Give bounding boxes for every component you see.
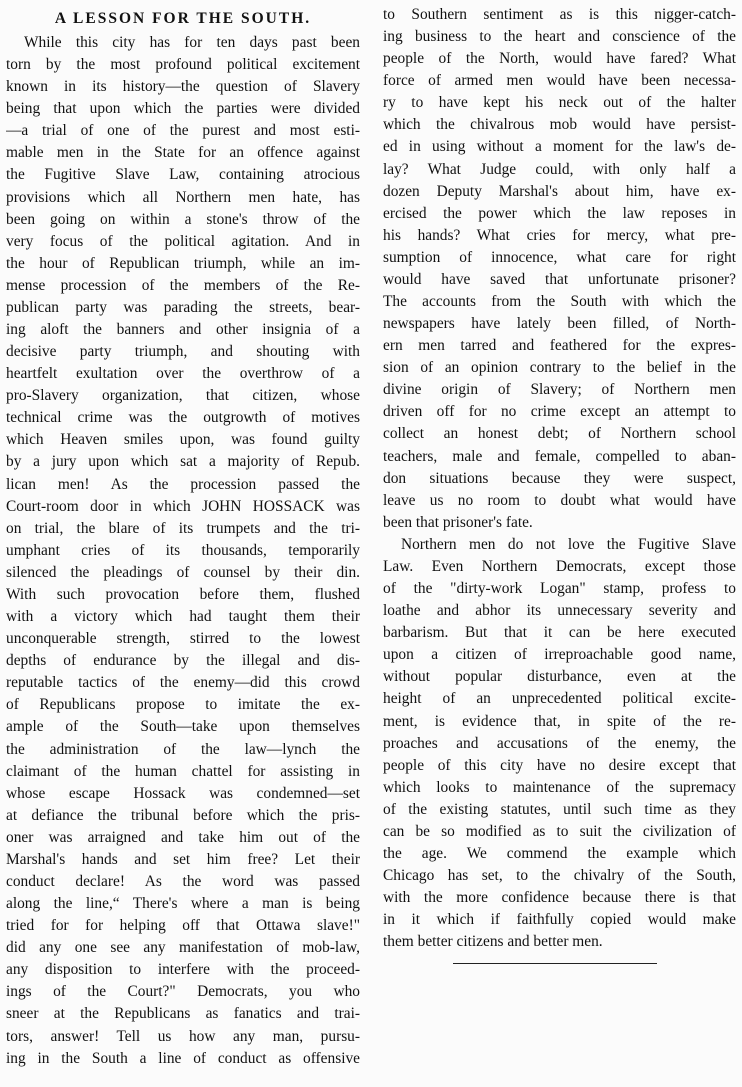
text-line: With such provocation before them, flushed [6,585,360,603]
text-line: ercised the power which the law reposes in [383,204,736,222]
end-of-article-rule [453,963,657,964]
text-line: loathe and abhor its unnecessary severity and [383,602,736,620]
text-line: of the "dirty-work Logan" stamp, profess to [383,580,736,598]
text-line: the hour of Republican triumph, while an im- [6,254,360,272]
text-line: ed in using without a moment for the law's de- [383,138,736,156]
text-line: barbarism. But that it can be here executed [383,624,736,642]
text-line: very focus of the political agitation. And in [6,232,360,250]
text-line: them better citizens and better men. [383,933,603,951]
text-line: mable men in the State for an offence against [6,144,360,162]
text-line: the administration of the law—lynch the [6,740,360,758]
text-line: proaches and accusations of the enemy, the [383,734,736,752]
text-line: on trial, the blare of its trumpets and the tri- [6,519,360,537]
text-line: publican party was parading the streets, bear- [6,298,360,316]
text-line: ern men tarred and feathered for the expres- [383,337,736,355]
text-line: heartfelt exultation over the overthrow of a [6,365,360,383]
text-line: unconquerable strength, stirred to the lowest [6,630,360,648]
text-line: can be so modified as to suit the civilization of [383,822,736,840]
left-column [6,0,360,1070]
text-line: sumption of innocence, what care for right [383,248,736,266]
text-line: The accounts from the South with which the [383,293,736,311]
text-line: reputable tactics of the enemy—did this crowd [6,674,360,692]
text-line: ings of the Court?" Democrats, you who [6,983,360,1001]
text-line: don situations because they were suspect, [383,469,736,487]
text-line: sion of an opinion contrary to the belief in the [383,359,736,377]
text-line: lican men! As the procession passed the [6,475,360,493]
text-line: ing business to the heart and conscience of the [383,28,736,46]
text-line: pro-Slavery organization, that citizen, whose [6,387,360,405]
text-line: people of the North, would have fared? What [383,50,736,68]
text-line: tors, answer! Tell us how any man, pursu- [6,1027,360,1045]
text-line: ry to have kept his neck out of the halter [383,94,736,112]
text-line: of the existing statutes, until such time as they [383,800,736,818]
text-line: Northern men do not love the Fugitive Slave [401,535,736,553]
text-line: any disposition to interfere with the proceed- [6,961,360,979]
text-line: the Fugitive Slave Law, containing atrocious [6,166,360,184]
text-line: along the line,“ There's where a man is being [6,895,360,913]
right-column [383,0,736,964]
text-line: without popular disturbance, even at the [383,668,736,686]
text-line: oner was arraigned and take him out of the [6,828,360,846]
text-line: upon a citizen of irreproachable good name, [383,646,736,664]
text-line: dozen Deputy Marshal's about him, have ex- [383,182,736,200]
text-line: technical crime was the outgrowth of motives [6,409,360,427]
text-line: mense procession of the members of the Re- [6,276,360,294]
text-line: torn by the most profound political excitement [6,56,360,74]
text-line: Law. Even Northern Democrats, except those [383,557,736,575]
text-line: been going on within a stone's throw of the [6,210,360,228]
text-line: silenced the pleadings of counsel by their din. [6,563,360,581]
text-line: conduct declare! As the word was passed [6,872,360,890]
text-line: depths of endurance by the illegal and dis- [6,652,360,670]
text-line: leave us no room to doubt what would have [383,491,736,509]
article-headline: A LESSON FOR THE SOUTH. [54,10,312,27]
text-line: which the chivalrous mob would have persist- [383,116,736,134]
text-line: his hands? What cries for mercy, what pre- [383,226,736,244]
text-line: sneer at the Republicans as fanatics and trai- [6,1005,360,1023]
text-line: would have saved that unfortunate prisoner? [383,270,736,288]
text-line: did any one see any manifestation of mob-law, [6,939,360,957]
text-line: ample of the South—take upon themselves [6,718,360,736]
text-line: lay? What Judge could, with only half a [383,160,736,178]
text-line: ing in the South a line of conduct as offensive [6,1049,360,1067]
text-line: Chicago has set, to the chivalry of the South, [383,867,736,885]
text-line: known in its history—the question of Slavery [6,78,360,96]
text-line: by a jury upon which sat a majority of Repub. [6,453,360,471]
text-line: Marshal's hands and set him free? Let their [6,850,360,868]
text-line: ing aloft the banners and other insignia of a [6,321,360,339]
text-line: to Southern sentiment as is this nigger-catch- [383,6,736,23]
text-line: While this city has for ten days past been [24,34,360,51]
text-line: ment, is evidence that, in spite of the re- [383,712,736,730]
text-line: whose escape Hossack was condemned—set [6,784,360,802]
text-line: force of armed men would have been necessa- [383,72,736,90]
text-line: which looks to maintenance of the supremacy [383,778,736,796]
text-line: umphant cries of its thousands, temporarily [6,541,360,559]
text-line: provisions which all Northern men hate, has [6,188,360,206]
text-line: at defiance the tribunal before which the pris- [6,806,360,824]
text-line: being that upon which the parties were divided [6,100,360,118]
text-line: height of an unprecedented political excite- [383,690,736,708]
text-line: with a victory which had taught them their [6,608,360,626]
text-line: with the more confidence because there is that [383,889,736,907]
text-line: newspapers have lately been filled, of North- [383,315,736,333]
text-line: of Republicans propose to imitate the ex- [6,696,360,714]
text-line: collect an honest debt; of Northern school [383,425,736,443]
text-line: tried for for helping off that Ottawa slave!" [6,917,360,935]
text-line: teachers, male and female, compelled to aban- [383,447,736,465]
text-line: Court-room door in which JOHN HOSSACK was [6,497,360,515]
text-line: which Heaven smiles upon, was found guilty [6,431,360,449]
text-line: divine origin of Slavery; of Northern men [383,381,736,399]
text-line: driven off for no crime except an attempt to [383,403,736,421]
text-line: —a trial of one of the purest and most esti- [6,122,360,140]
left-column-text [6,32,360,1070]
text-line: in it which if faithfully copied would make [383,911,736,929]
text-line: claimant of the human chattel for assisting in [6,762,360,780]
right-column-text [383,4,736,953]
text-line: decisive party triumph, and shouting with [6,343,360,361]
text-line: been that prisoner's fate. [383,513,533,531]
text-line: the age. We commend the example which [383,844,736,862]
text-line: people of this city have no desire except that [383,756,736,774]
